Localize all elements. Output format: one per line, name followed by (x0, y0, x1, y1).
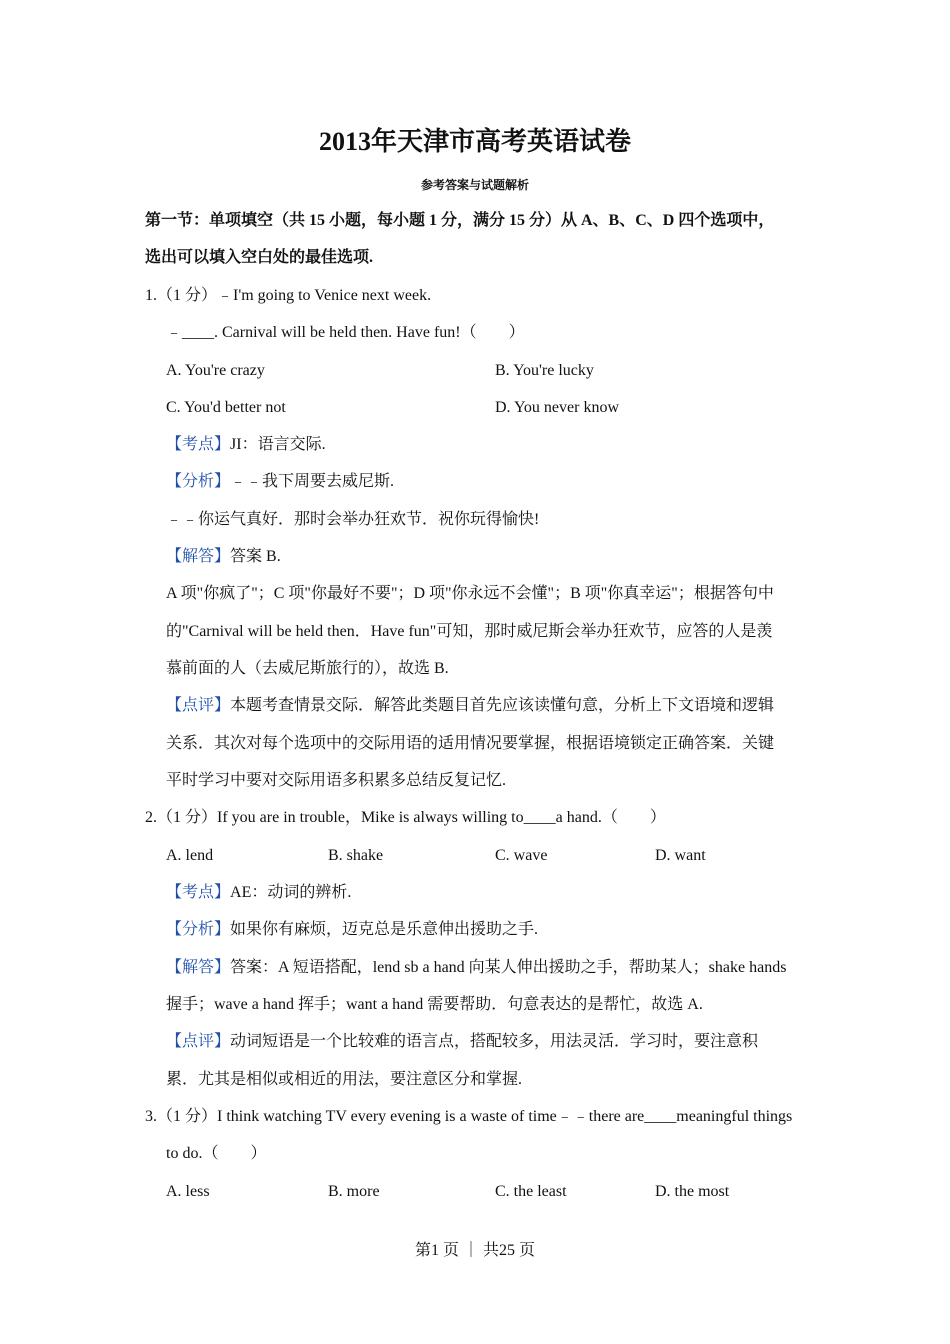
q2-jieda-text: 答案：A 短语搭配，lend sb a hand 向某人伸出援助之手，帮助某人；shake hands (230, 959, 787, 976)
q1-option-c: C. You'd better not (166, 399, 286, 416)
dianping-tag: 【点评】 (166, 1033, 231, 1050)
q3-stem: 3.（1 分）I think watching TV every evening is a waste of time﹣﹣there are____meaningful things (145, 1108, 793, 1125)
page-subtitle: 参考答案与试题解析 (420, 178, 529, 192)
q1-dianping-2: 关系．其次对每个选项中的交际用语的适用情况要掌握，根据语境锁定正确答案．关键 (166, 735, 775, 752)
jieda-tag: 【解答】 (166, 959, 231, 976)
page-title: 2013年天津市高考英语试卷 (318, 127, 631, 156)
q3-stem-2: to do.（ ） (166, 1145, 267, 1162)
q2-option-d: D. want (655, 847, 706, 864)
q1-dianping-text: 本题考查情景交际．解答此类题目首先应该读懂句意，分析上下文语境和逻辑 (230, 697, 775, 714)
q1-kaodian (166, 435, 950, 455)
q2-stem: 2.（1 分）If you are in trouble，Mike is always willing to____a hand.（ ） (145, 809, 666, 826)
q1-jieda-text: 答案 B. (230, 548, 281, 565)
q1-kaodian-text: JI：语言交际. (230, 436, 326, 453)
kaodian-tag: 【考点】 (166, 884, 231, 901)
jieda-tag: 【解答】 (166, 548, 231, 565)
q1-jieda-3: 慕前面的人（去威尼斯旅行的），故选 B. (166, 660, 449, 677)
q1-fenxi-2: ﹣﹣你运气真好．那时会举办狂欢节．祝你玩得愉快! (166, 511, 540, 528)
q2-kaodian-text: AE：动词的辨析. (230, 884, 352, 901)
q2-jieda (166, 958, 950, 978)
q2-dianping (166, 1032, 950, 1052)
q1-fenxi-text: ﹣﹣我下周要去威尼斯. (230, 473, 395, 490)
q1-option-b: B. You're lucky (495, 362, 594, 379)
q2-fenxi-text: 如果你有麻烦，迈克总是乐意伸出援助之手. (230, 921, 539, 938)
q2-option-a: A. lend (166, 847, 214, 864)
q1-jieda-2: 的"Carnival will be held then．Have fun"可知，那时威尼斯会举办狂欢节，应答的人是羡 (166, 623, 773, 640)
q2-option-c: C. wave (495, 847, 548, 864)
q3-option-b: B. more (328, 1183, 380, 1200)
q1-dianping (166, 696, 950, 716)
q3-option-a: A. less (166, 1183, 210, 1200)
q1-stem-2: ﹣____. Carnival will be held then. Have fun!（ ） (166, 324, 525, 341)
fenxi-tag: 【分析】 (166, 473, 231, 490)
q2-jieda-2: 握手；wave a hand 挥手；want a hand 需要帮助．句意表达的是帮忙，故选 A. (166, 996, 703, 1013)
q1-stem: 1.（1 分）﹣I'm going to Venice next week. (145, 287, 432, 304)
section-header-line2: 选出可以填入空白处的最佳选项. (145, 249, 374, 266)
q1-fenxi (166, 472, 950, 492)
q1-option-a: A. You're crazy (166, 362, 265, 379)
q2-fenxi (166, 920, 950, 940)
q1-jieda (166, 547, 950, 567)
q1-jieda-1: A 项"你疯了"；C 项"你最好不要"；D 项"你永远不会懂"；B 项"你真幸运"；根据答句中 (166, 585, 774, 602)
fenxi-tag: 【分析】 (166, 921, 231, 938)
q2-dianping-2: 累．尤其是相似或相近的用法，要注意区分和掌握. (166, 1071, 523, 1088)
q2-kaodian (166, 883, 950, 903)
dianping-tag: 【点评】 (166, 697, 231, 714)
section-header-line1: 第一节：单项填空（共 15 小题，每小题 1 分，满分 15 分）从 A、B、C、D 四个选项中， (145, 212, 775, 229)
q1-option-d: D. You never know (495, 399, 619, 416)
q3-option-d: D. the most (655, 1183, 730, 1200)
q3-option-c: C. the least (495, 1183, 567, 1200)
page-footer: 第1 页 ｜ 共25 页 (414, 1242, 535, 1259)
kaodian-tag: 【考点】 (166, 436, 231, 453)
q1-dianping-3: 平时学习中要对交际用语多积累多总结反复记忆. (166, 772, 507, 789)
q2-option-b: B. shake (328, 847, 384, 864)
q2-dianping-text: 动词短语是一个比较难的语言点，搭配较多，用法灵活．学习时，要注意积 (230, 1033, 759, 1050)
